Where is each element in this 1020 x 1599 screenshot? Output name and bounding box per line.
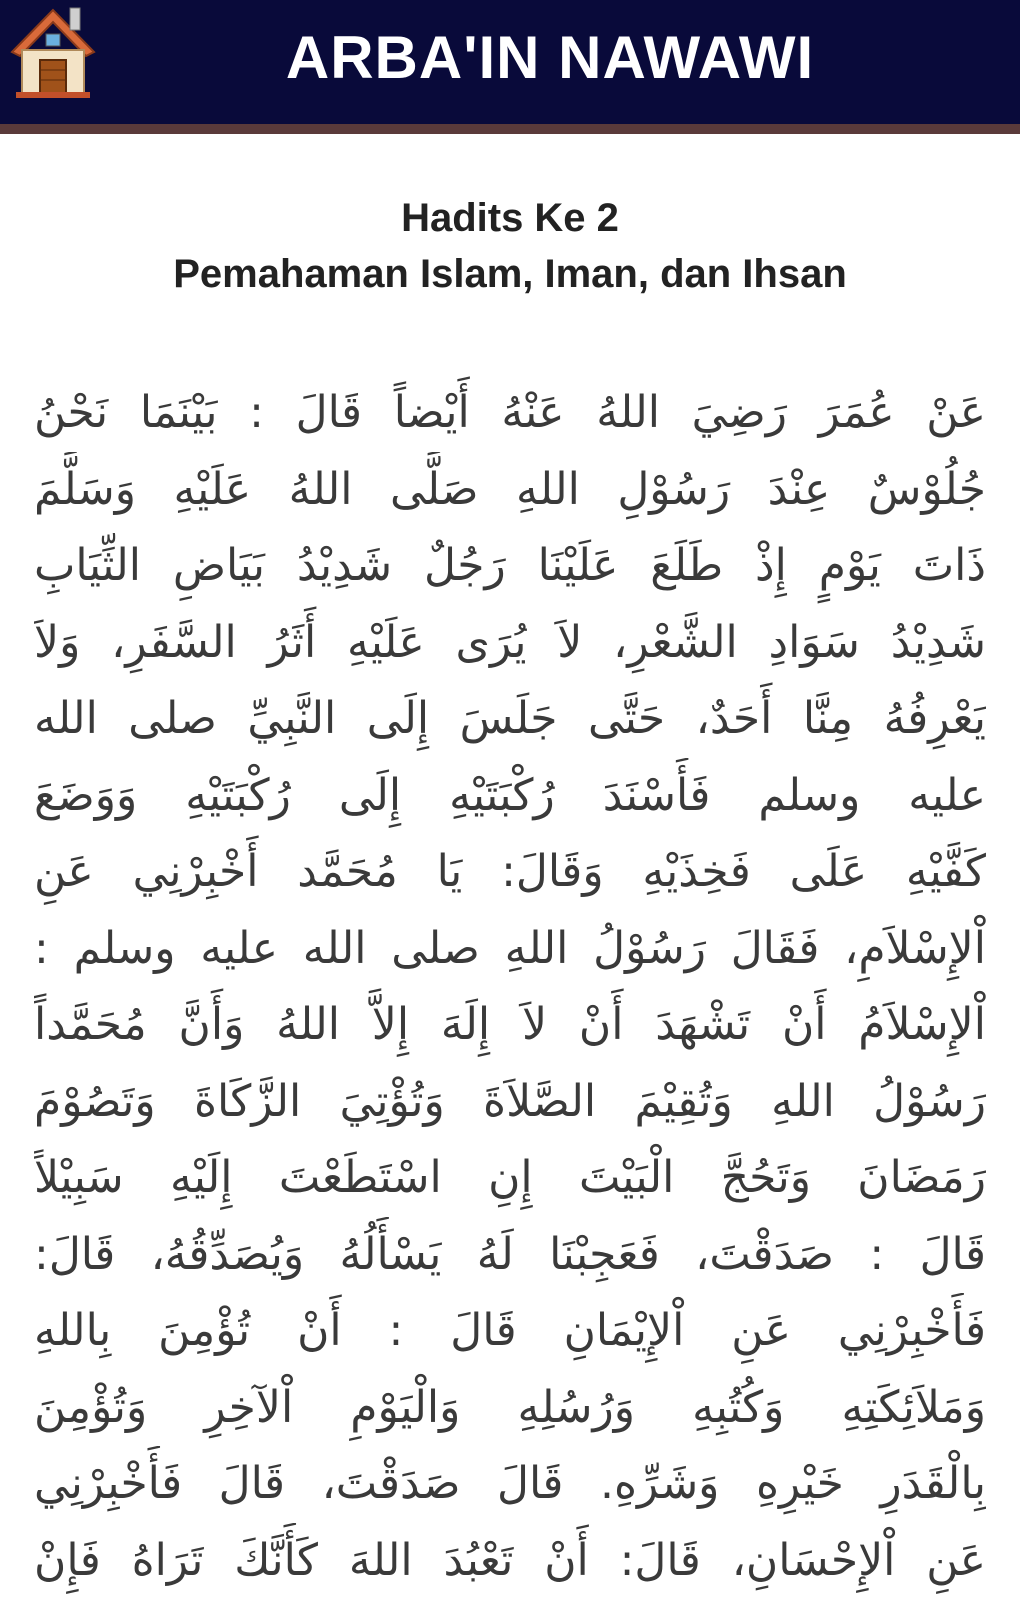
arabic-line: فَأَخْبِرْنِي عَنِ اْلإِيْمَانِ قَالَ : أَنْ تُؤْمِنَ بِاللهِ xyxy=(34,1293,986,1370)
app-title: ARBA'IN NAWAWI xyxy=(180,18,920,98)
hadith-subject: Pemahaman Islam, Iman, dan Ihsan xyxy=(0,246,1020,302)
arabic-line: يَعْرِفُهُ مِنَّا أَحَدٌ، حَتَّى جَلَسَ إِلَى النَّبِيِّ صلى الله xyxy=(34,681,986,758)
arabic-line: عليه وسلم فَأَسْنَدَ رُكْبَتَيْهِ إِلَى رُكْبَتَيْهِ وَوَضَعَ xyxy=(34,758,986,835)
app-header xyxy=(0,0,1020,134)
arabic-line: اْلإِسْلاَمُ أَنْ تَشْهَدَ أَنْ لاَ إِلَهَ إِلاَّ اللهُ وَأَنَّ مُحَمَّداً xyxy=(34,987,986,1064)
hadith-arabic-text xyxy=(34,375,986,1599)
arabic-line: كَفَّيْهِ عَلَى فَخِذَيْهِ وَقَالَ: يَا مُحَمَّد أَخْبِرْنِي عَنِ xyxy=(34,834,986,911)
arabic-line: قَالَ : صَدَقْتَ، فَعَجِبْنَا لَهُ يَسْأَلُهُ وَيُصَدِّقُهُ، قَالَ: xyxy=(34,1217,986,1294)
arabic-line: رَسُوْلُ اللهِ وَتُقِيْمَ الصَّلاَةَ وَتُؤْتِيَ الزَّكَاةَ وَتَصُوْمَ xyxy=(34,1064,986,1141)
arabic-line: عَنِ اْلإِحْسَانِ، قَالَ: أَنْ تَعْبُدَ اللهَ كَأَنَّكَ تَرَاهُ فَإِنْ xyxy=(34,1523,986,1599)
hadith-heading xyxy=(0,190,1020,302)
arabic-line: ذَاتَ يَوْمٍ إِذْ طَلَعَ عَلَيْنَا رَجُلٌ شَدِيْدُ بَيَاضِ الثِّيَابِ xyxy=(34,528,986,605)
arabic-line: عَنْ عُمَرَ رَضِيَ اللهُ عَنْهُ أَيْضاً قَالَ : بَيْنَمَا نَحْنُ xyxy=(34,375,986,452)
home-button[interactable] xyxy=(8,2,98,102)
arabic-line: بِالْقَدَرِ خَيْرِهِ وَشَرِّهِ. قَالَ صَدَقْتَ، قَالَ فَأَخْبِرْنِي xyxy=(34,1446,986,1523)
arabic-line: شَدِيْدُ سَوَادِ الشَّعْرِ، لاَ يُرَى عَلَيْهِ أَثَرُ السَّفَرِ، وَلاَ xyxy=(34,605,986,682)
home-icon xyxy=(8,2,98,102)
arabic-line: رَمَضَانَ وَتَحُجَّ الْبَيْتَ إِنِ اسْتَطَعْتَ إِلَيْهِ سَبِيْلاً xyxy=(34,1140,986,1217)
arabic-line: وَمَلاَئِكَتِهِ وَكُتُبِهِ وَرُسُلِهِ وَالْيَوْمِ اْلآخِرِ وَتُؤْمِنَ xyxy=(34,1370,986,1447)
hadith-number: Hadits Ke 2 xyxy=(0,190,1020,246)
arabic-line: اْلإِسْلاَمِ، فَقَالَ رَسُوْلُ اللهِ صلى الله عليه وسلم : xyxy=(34,911,986,988)
arabic-line: جُلُوْسٌ عِنْدَ رَسُوْلِ اللهِ صَلَّى اللهُ عَلَيْهِ وَسَلَّمَ xyxy=(34,452,986,529)
